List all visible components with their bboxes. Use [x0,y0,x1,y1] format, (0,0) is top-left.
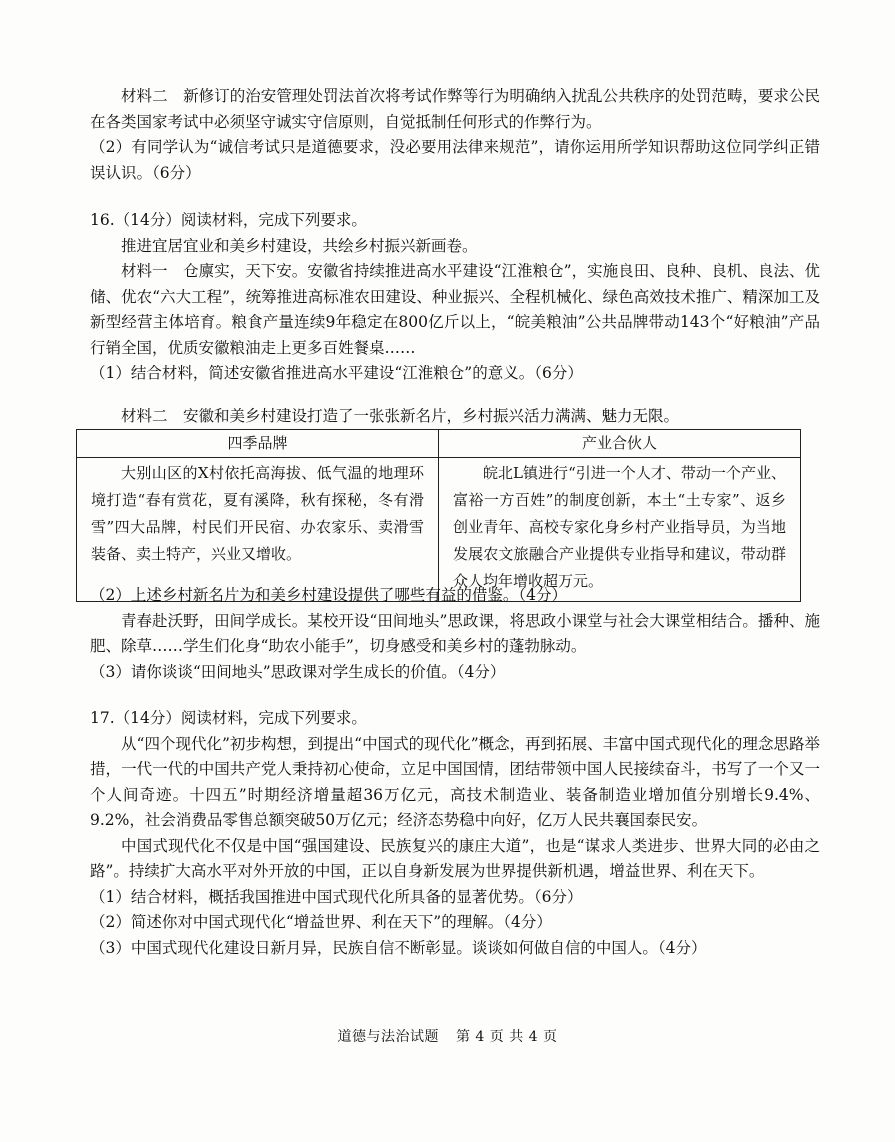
q16-subquestion-2: （2）上述乡村新名片为和美乡村建设提供了哪些有益的借鉴。（4分） [90,586,567,604]
q15-section [90,84,820,186]
q17-section [90,706,820,961]
q17-para2: 中国式现代化不仅是中国“强国建设、民族复兴的康庄大道”，也是“谋求人类进步、世界大同的必由之路”。持续扩大高水平对外开放的中国，正以自身新发展为世界提供新机遇，增益世界、利在天下。 [90,836,820,880]
page-footer [0,1026,895,1046]
q16-material2-block [90,404,820,430]
table-header-row [77,430,801,458]
q17-subquestion-1: （1）结合材料，概括我国推进中国式现代化所具备的显著优势。（6分） [90,887,583,906]
q16-header: 16.（14分）阅读材料，完成下列要求。 [90,211,367,229]
q16-subquestion-3: （3）请你谈谈“田间地头”思政课对学生成长的价值。（4分） [90,662,506,681]
q16-material2: 材料二 安徽和美乡村建设打造了一张张新名片，乡村振兴活力满满、魅力无限。 [121,407,680,425]
q16-subquestion-1: （1）结合材料，简述安徽省推进高水平建设“江淮粮仓”的意义。（6分） [90,364,583,382]
q16-after-table [90,583,820,685]
footer-subject: 道德与法治试题 [337,1029,439,1045]
q16-section [90,208,820,387]
q16-intro: 推进宜居宜业和美乡村建设，共绘乡村振兴新画卷。 [121,236,478,255]
footer-page-number: 第 4 页 共 4 页 [455,1029,558,1045]
q15-material2: 材料二 新修订的治安管理处罚法首次将考试作弊等行为明确纳入扰乱公共秩序的处罚范畴，要求公民在各类国家考试中必须坚守诚实守信原则，自觉抵制任何形式的作弊行为。 [90,87,820,131]
q15-subquestion-2: （2）有同学认为“诚信考试只是道德要求，没必要用法律来规范”，请你运用所学知识帮助这位同学纠正错误认识。（6分） [90,138,820,182]
q17-subquestion-2: （2）简述你对中国式现代化“增益世界、利在天下”的理解。（4分） [90,913,552,931]
table-row [77,458,801,602]
q16-material-table [76,429,801,602]
q17-para1: 从“四个现代化”初步构想，到提出“中国式的现代化”概念，再到拓展、丰富中国式现代化的理念思路举措，一代一代的中国共产党人秉持初心使命，立足中国国情，团结带领中国人民接续奋斗，书写了一个又一个人间奇迹。十四五”时期经济增量超36万亿元，高技术制造业、装备制造业增加值分别增长9.4%、9.2%，社会消费品零售总额突破50万亿元；经济态势稳中向好，亿万人民共襄国泰民安。 [90,734,820,829]
table-cell-partners [439,458,801,602]
table-cell-seasons [77,458,439,602]
table-cell-partners-text: 皖北L镇进行“引进一个人才、带动一个产业、富裕一方百姓”的制度创新，本土“土专家”、返乡创业青年、高校专家化身乡村产业指导员，为当地发展农文旅融合产业提供专业指导和建议，带动群众人均年增收超万元。 [453,464,786,590]
table-header-partners: 产业合伙人 [439,430,801,458]
q16-material3: 青春赴沃野，田间学成长。某校开设“田间地头”思政课，将思政小课堂与社会大课堂相结合。播种、施肥、除草……学生们化身“助农小能手”，切身感受和美乡村的蓬勃脉动。 [90,611,820,655]
q16-material1: 材料一 仓廪实，天下安。安徽省持续推进高水平建设“江淮粮仓”，实施良田、良种、良机、良法、优储、优农“六大工程”，统筹推进高标准农田建设、种业振兴、全程机械化、绿色高效技术推广、精深加工及新型经营主体培育。粮食产量连续9年稳定在800亿斤以上，“皖美粮油”公共品牌带动143个“好粮油”产品行销全国，优质安徽粮油走上更多百姓餐桌…… [90,262,820,357]
q17-subquestion-3: （3）中国式现代化建设日新月异，民族自信不断彰显。谈谈如何做自信的中国人。（4分） [90,938,707,957]
table-cell-seasons-text: 大别山区的X村依托高海拔、低气温的地理环境打造“春有赏花，夏有溪降，秋有探秘，冬有滑雪”四大品牌，村民们开民宿、办农家乐、卖滑雪装备、卖土特产，兴业又增收。 [91,464,424,563]
table-header-seasons: 四季品牌 [77,430,439,458]
q17-header: 17.（14分）阅读材料，完成下列要求。 [90,709,367,727]
